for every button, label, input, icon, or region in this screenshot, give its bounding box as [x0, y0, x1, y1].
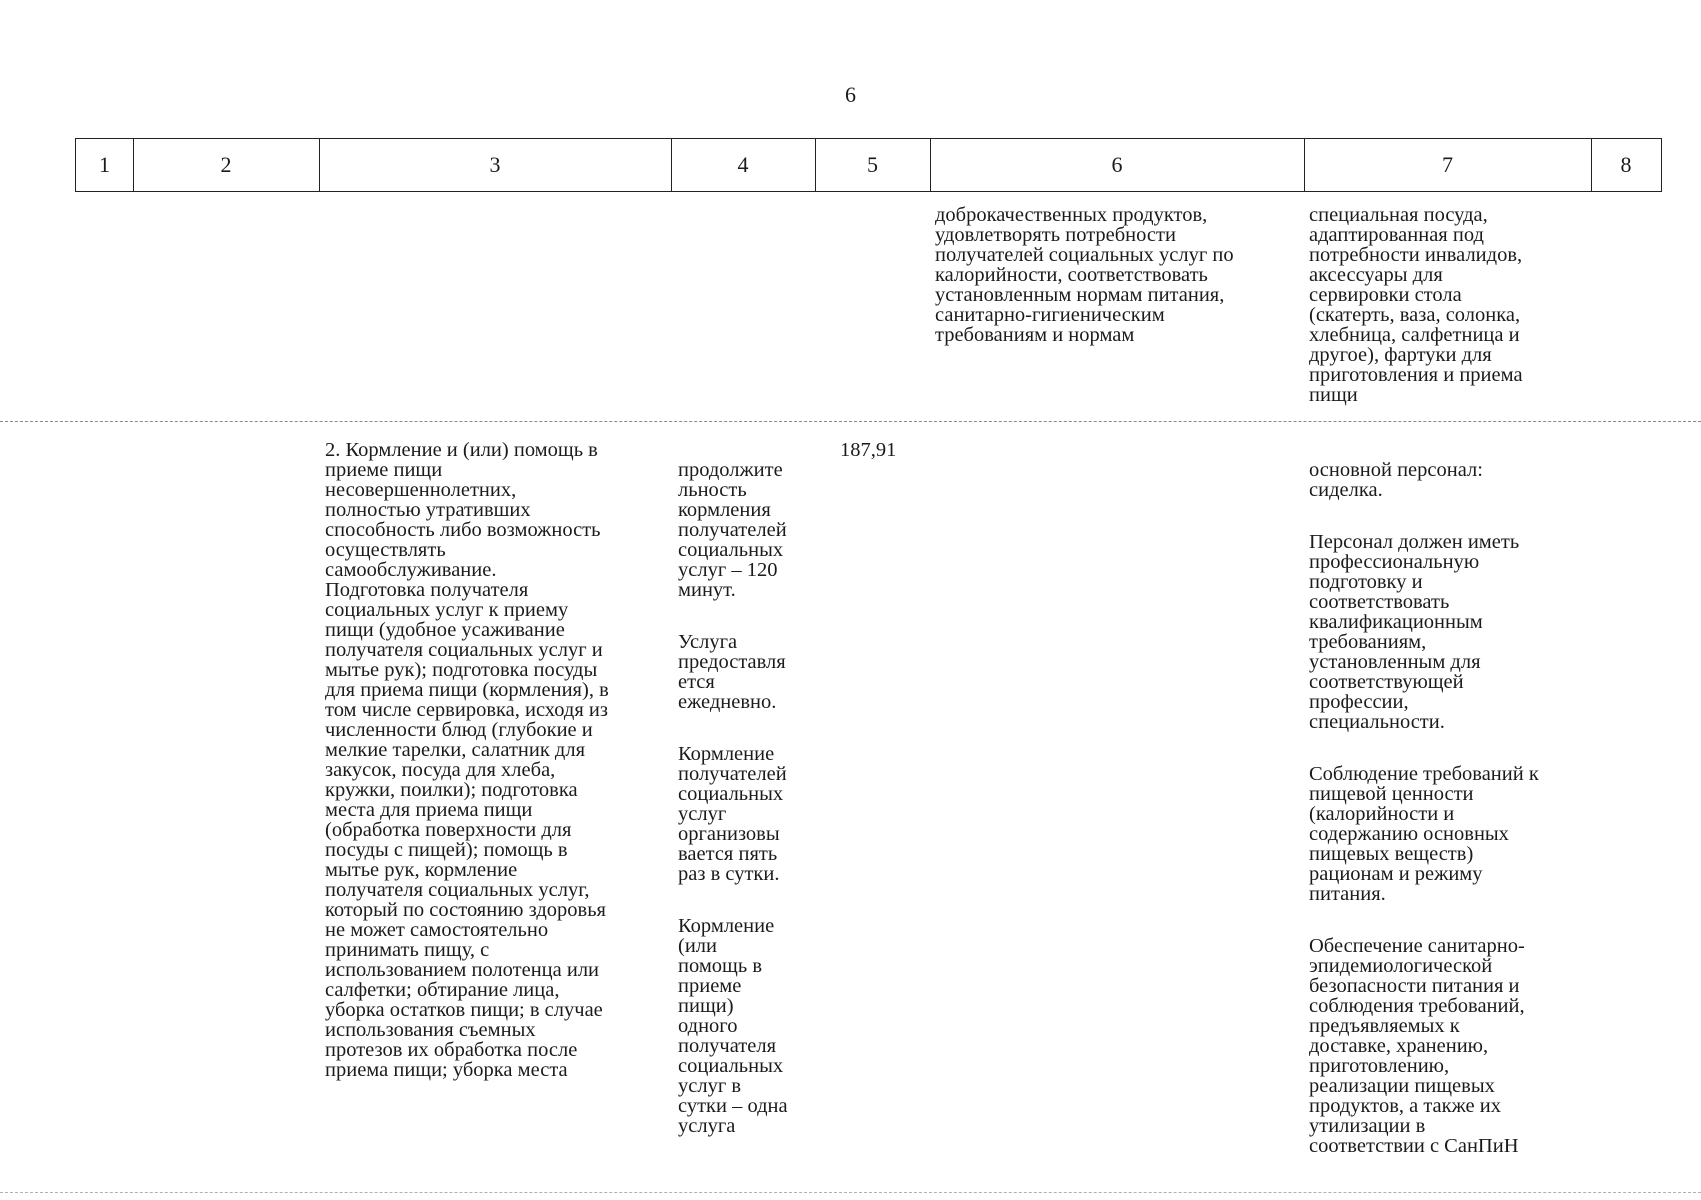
row2-col4-paragraph: Кормление получателей социальных услуг организовы вается пять раз в сутки.	[678, 743, 787, 885]
row1-col6-text: доброкачественных продуктов, удовлетворять потребности получателей социальных услуг по калорийности, соответствовать установленным нормам питания, санитарно-гигиеническим требованиям и нормам	[935, 204, 1234, 346]
table-header-row	[75, 138, 1662, 192]
column-header-8: 8	[1620, 152, 1632, 177]
column-header-7: 7	[1442, 152, 1453, 177]
row2-col4-conditions	[678, 440, 818, 1156]
column-header-3: 3	[489, 152, 501, 177]
column-header-5: 5	[867, 152, 878, 177]
column-header-4: 4	[737, 152, 749, 177]
row2-col7-paragraph: Соблюдение требований к пищевой ценности (калорийности и содержанию основных пищевых веществ) рационам и режиму питания.	[1309, 763, 1539, 905]
row2-col7-paragraph: Обеспечение санитарно- эпидемиологической безопасности питания и соблюдения требований, предъявляемых к доставке, хранению, приготовлению, реализации пищевых продуктов, а также их утилизации в соответствии с СанПиН	[1309, 935, 1525, 1157]
row2-col7-paragraph: основной персонал: сиделка.	[1309, 459, 1483, 501]
column-header-6: 6	[1111, 152, 1123, 177]
row-divider	[0, 421, 1701, 422]
row2-col4-paragraph: Кормление (или помощь в приеме пищи) одного получателя социальных услуг в сутки – одна услуга	[678, 915, 788, 1137]
page-bottom-mark	[0, 1192, 1701, 1193]
column-header-1: 1	[99, 152, 110, 177]
row2-col3-description: 2. Кормление и (или) помощь в приеме пищи несовершеннолетних, полностью утративших способность либо возможность осуществлять самообслуживание. Подготовка получателя социальных услуг к приему пищи (удобное усаживание получателя социальных услуг и мытье рук); подготовка посуды для приема пищи (кормления), в том числе сервировка, исходя из численности блюд (глубокие и мелкие тарелки, салатник для закусок, посуда для хлеба, кружки, поилки); подготовка места для приема пищи (обработка поверхности для посуды с пищей); помощь в мытье рук, кормление получателя социальных услуг, который по состоянию здоровья не может самостоятельно принимать пищу, с использованием полотенца или салфетки; обтирание лица, уборка остатков пищи; в случае использования съемных протезов их обработка после приема пищи; уборка места	[325, 439, 609, 1081]
row1-col7-text: специальная посуда, адаптированная под потребности инвалидов, аксессуары для сервировки стола (скатерть, ваза, солонка, хлебница, салфетница и другое), фартуки для приготовления и приема пищи	[1309, 204, 1523, 406]
page-number: 6	[845, 82, 856, 107]
row2-col7-requirements	[1309, 440, 1599, 1176]
row2-col7-paragraph: Персонал должен иметь профессиональную подготовку и соответствовать квалификационным требованиям, установленным для соответствующей профессии, специальности.	[1309, 531, 1520, 733]
row2-col4-paragraph: продолжите льность кормления получателей социальных услуг – 120 минут.	[678, 459, 787, 601]
row2-col5-price: 187,91	[840, 439, 897, 461]
row2-col4-paragraph: Услуга предоставля ется ежедневно.	[678, 631, 786, 713]
column-header-2: 2	[220, 152, 232, 177]
